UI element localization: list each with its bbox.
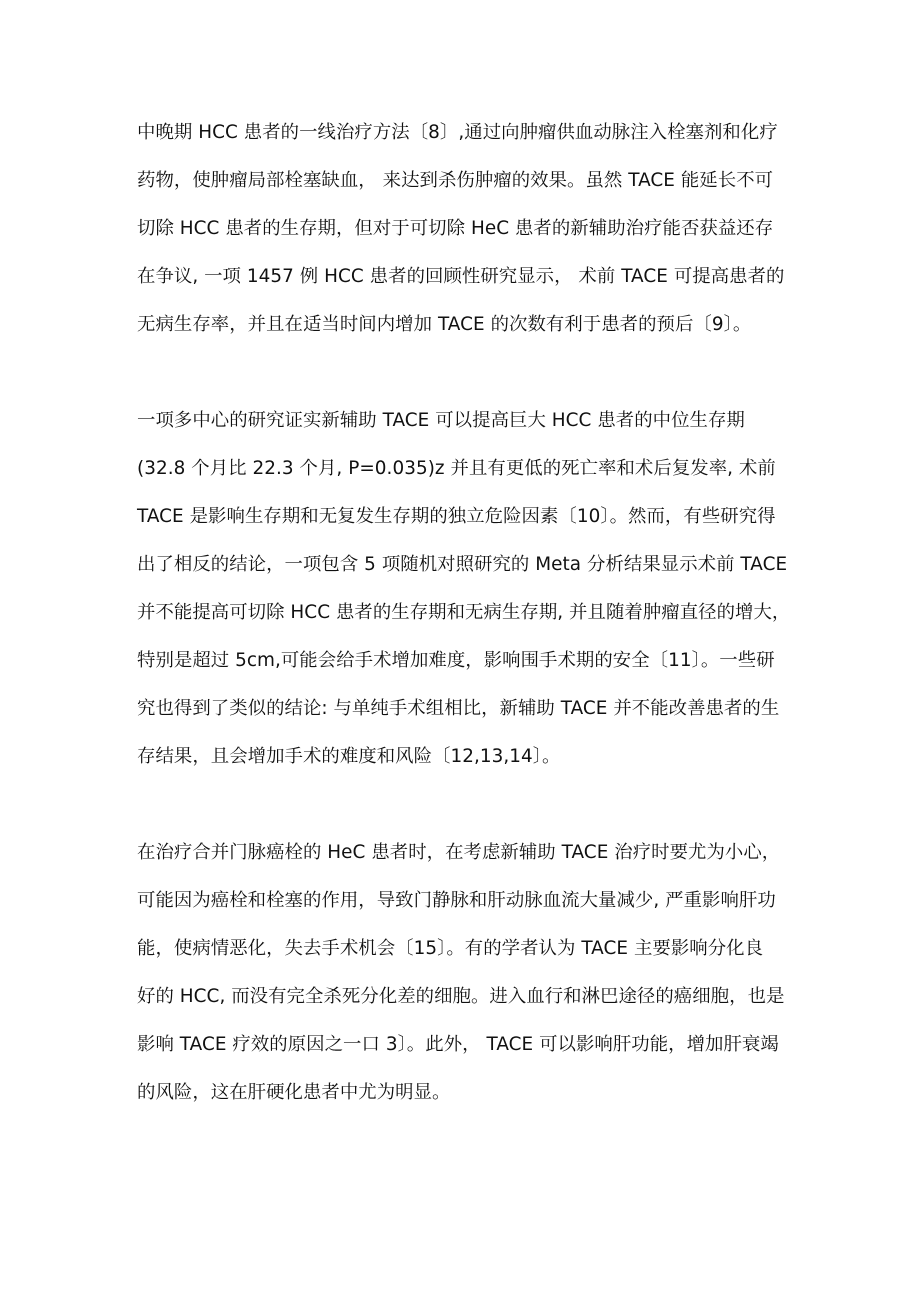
- text-line: 好的 HCC, 而没有完全杀死分化差的细胞。进入血行和淋巴途径的癌细胞，也是: [137, 986, 785, 1007]
- text-line: 药物，使肿瘤局部栓塞缺血， 来达到杀伤肿瘤的效果。虽然 TACE 能延长不可: [137, 170, 774, 191]
- text-line: 究也得到了类似的结论: 与单纯手术组相比，新辅助 TACE 并不能改善患者的生: [137, 698, 780, 719]
- text-line: 中晚期 HCC 患者的一线治疗方法〔8〕,通过向肿瘤供血动脉注入栓塞剂和化疗: [137, 122, 778, 143]
- text-line: 存结果，且会增加手术的难度和风险〔12,13,14〕。: [137, 746, 561, 767]
- text-line: 影响 TACE 疗效的原因之一口 3〕。此外， TACE 可以影响肝功能，增加肝衰竭: [137, 1034, 779, 1055]
- text-line: TACE 是影响生存期和无复发生存期的独立危险因素〔10〕。然而，有些研究得: [137, 506, 776, 527]
- text-line: 一项多中心的研究证实新辅助 TACE 可以提高巨大 HCC 患者的中位生存期: [137, 410, 745, 431]
- text-line: 无病生存率，并且在适当时间内增加 TACE 的次数有利于患者的预后〔9〕。: [137, 314, 752, 335]
- text-line: 出了相反的结论，一项包含 5 项随机对照研究的 Meta 分析结果显示术前 TACE: [137, 554, 788, 575]
- text-line: 切除 HCC 患者的生存期，但对于可切除 HeC 患者的新辅助治疗能否获益还存: [137, 218, 774, 239]
- paragraph-multicenter-study: [137, 405, 797, 789]
- text-line: 在争议, 一项 1457 例 HCC 患者的回顾性研究显示， 术前 TACE 可提高患者的: [137, 266, 785, 287]
- text-line: 在治疗合并门脉癌栓的 HeC 患者时，在考虑新辅助 TACE 治疗时要尤为小心，: [137, 842, 781, 863]
- text-line: (32.8 个月比 22.3 个月, P=0.035)z 并且有更低的死亡率和术后复发率, 术前: [137, 458, 776, 479]
- text-line: 能，使病情恶化，失去手术机会〔15〕。有的学者认为 TACE 主要影响分化良: [137, 938, 764, 959]
- paragraph-portal-vein-thrombus: [137, 837, 797, 1125]
- text-line: 的风险，这在肝硬化患者中尤为明显。: [137, 1082, 451, 1103]
- text-line: 特别是超过 5cm,可能会给手术增加难度，影响围手术期的安全〔11〕。一些研: [137, 650, 775, 671]
- text-line: 可能因为癌栓和栓塞的作用，导致门静脉和肝动脉血流大量减少, 严重影响肝功: [137, 890, 776, 911]
- paragraph-tace-first-line-therapy: [137, 117, 797, 357]
- text-line: 并不能提高可切除 HCC 患者的生存期和无病生存期, 并且随着肿瘤直径的增大，: [137, 602, 791, 623]
